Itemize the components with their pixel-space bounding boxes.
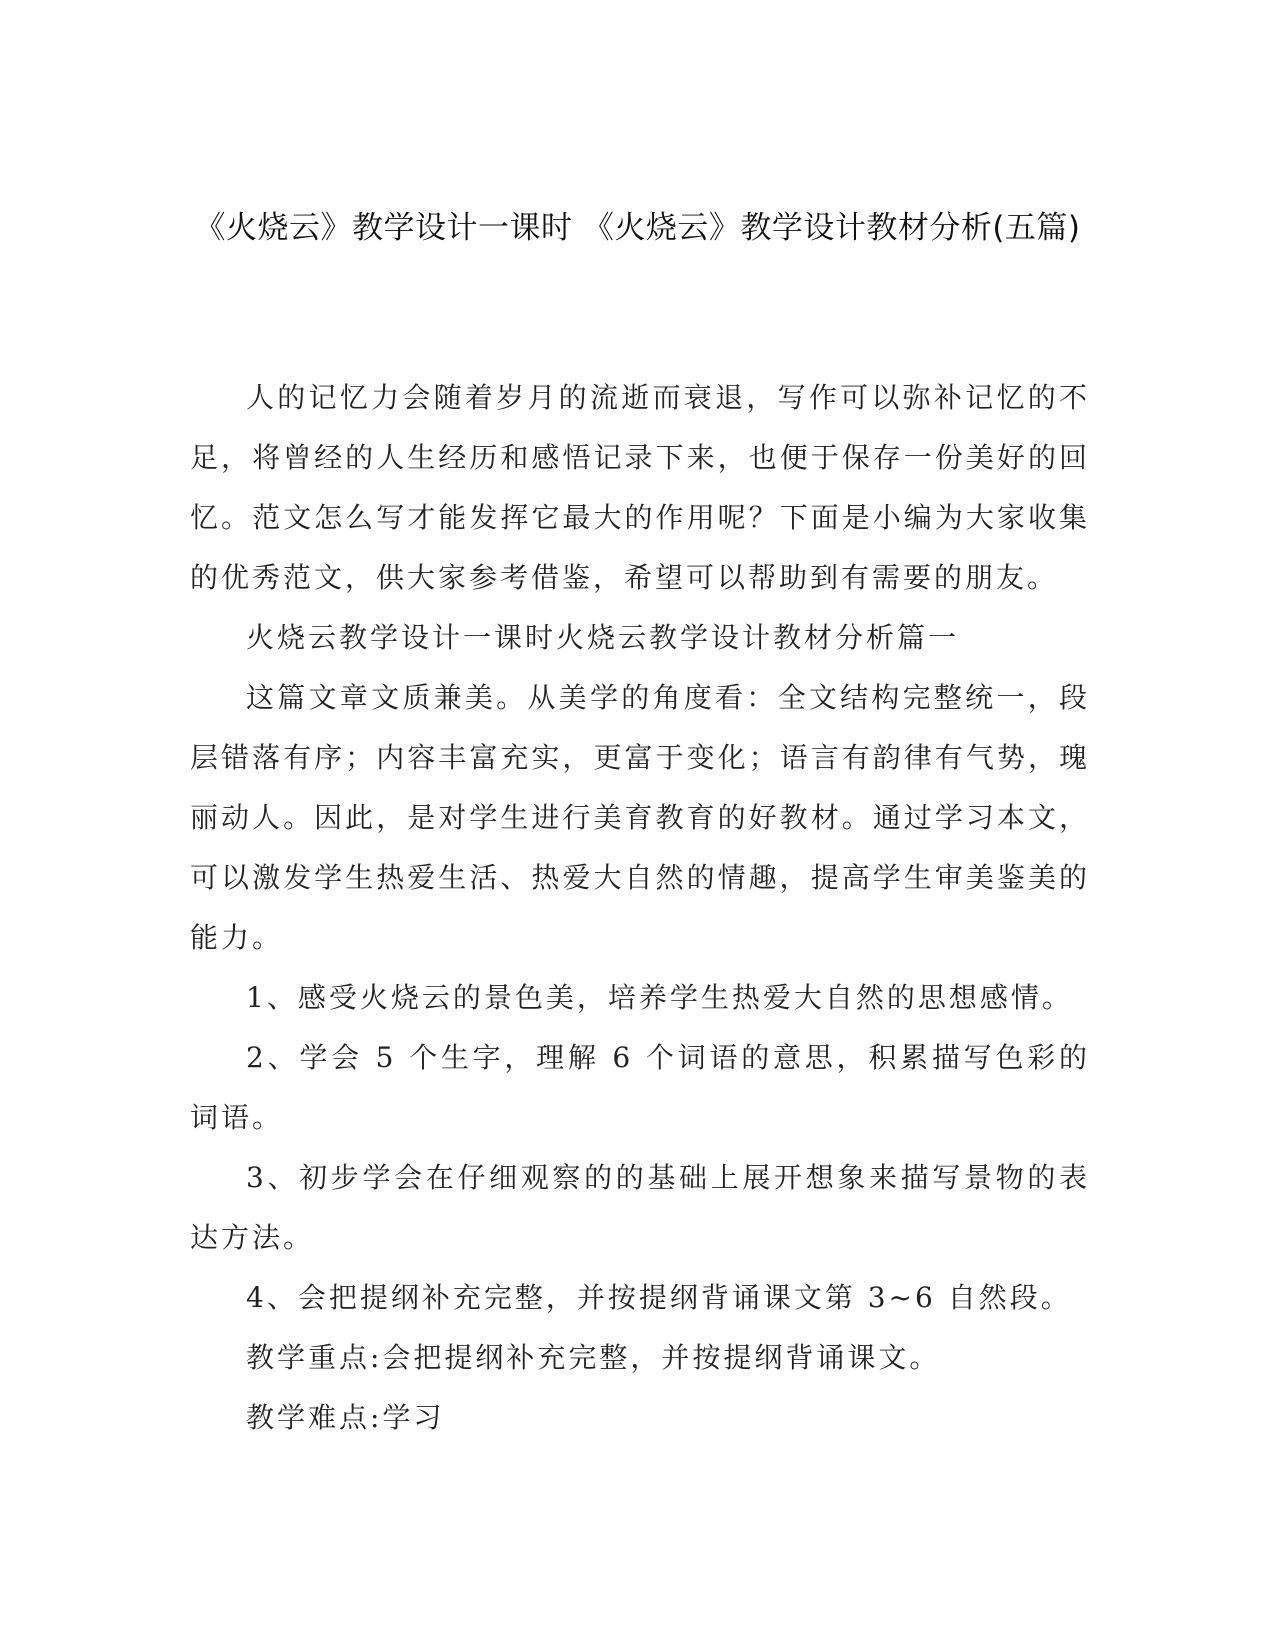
document-body <box>190 368 1090 1448</box>
section-heading: 火烧云教学设计一课时火烧云教学设计教材分析篇一 <box>246 621 960 654</box>
teaching-difficulty: 教学难点:学习 <box>246 1401 445 1434</box>
objective-item-4: 4、会把提纲补充完整，并按提纲背诵课文第 3~6 自然段。 <box>246 1281 1072 1314</box>
teaching-focus: 教学重点:会把提纲补充完整，并按提纲背诵课文。 <box>246 1341 941 1374</box>
paragraph-analysis: 这篇文章文质兼美。从美学的角度看：全文结构完整统一，段层错落有序；内容丰富充实，更富于变化；语言有韵律有气势，瑰丽动人。因此，是对学生进行美育教育的好教材。通过学习本文，可以激发学生热爱生活、热爱大自然的情趣，提高学生审美鉴美的能力。 <box>190 681 1090 954</box>
objective-item-3: 3、初步学会在仔细观察的的基础上展开想象来描写景物的表达方法。 <box>190 1161 1090 1254</box>
objective-item-1: 1、感受火烧云的景色美，培养学生热爱大自然的思想感情。 <box>246 981 1073 1014</box>
objective-item-2: 2、学会 5 个生字，理解 6 个词语的意思，积累描写色彩的词语。 <box>190 1041 1090 1134</box>
document-title: 《火烧云》教学设计一课时 《火烧云》教学设计教材分析(五篇) <box>194 210 1081 246</box>
paragraph-intro: 人的记忆力会随着岁月的流逝而衰退，写作可以弥补记忆的不足，将曾经的人生经历和感悟记录下来，也便于保存一份美好的回忆。范文怎么写才能发挥它最大的作用呢？下面是小编为大家收集的优秀范文，供大家参考借鉴，希望可以帮助到有需要的朋友。 <box>190 381 1090 594</box>
